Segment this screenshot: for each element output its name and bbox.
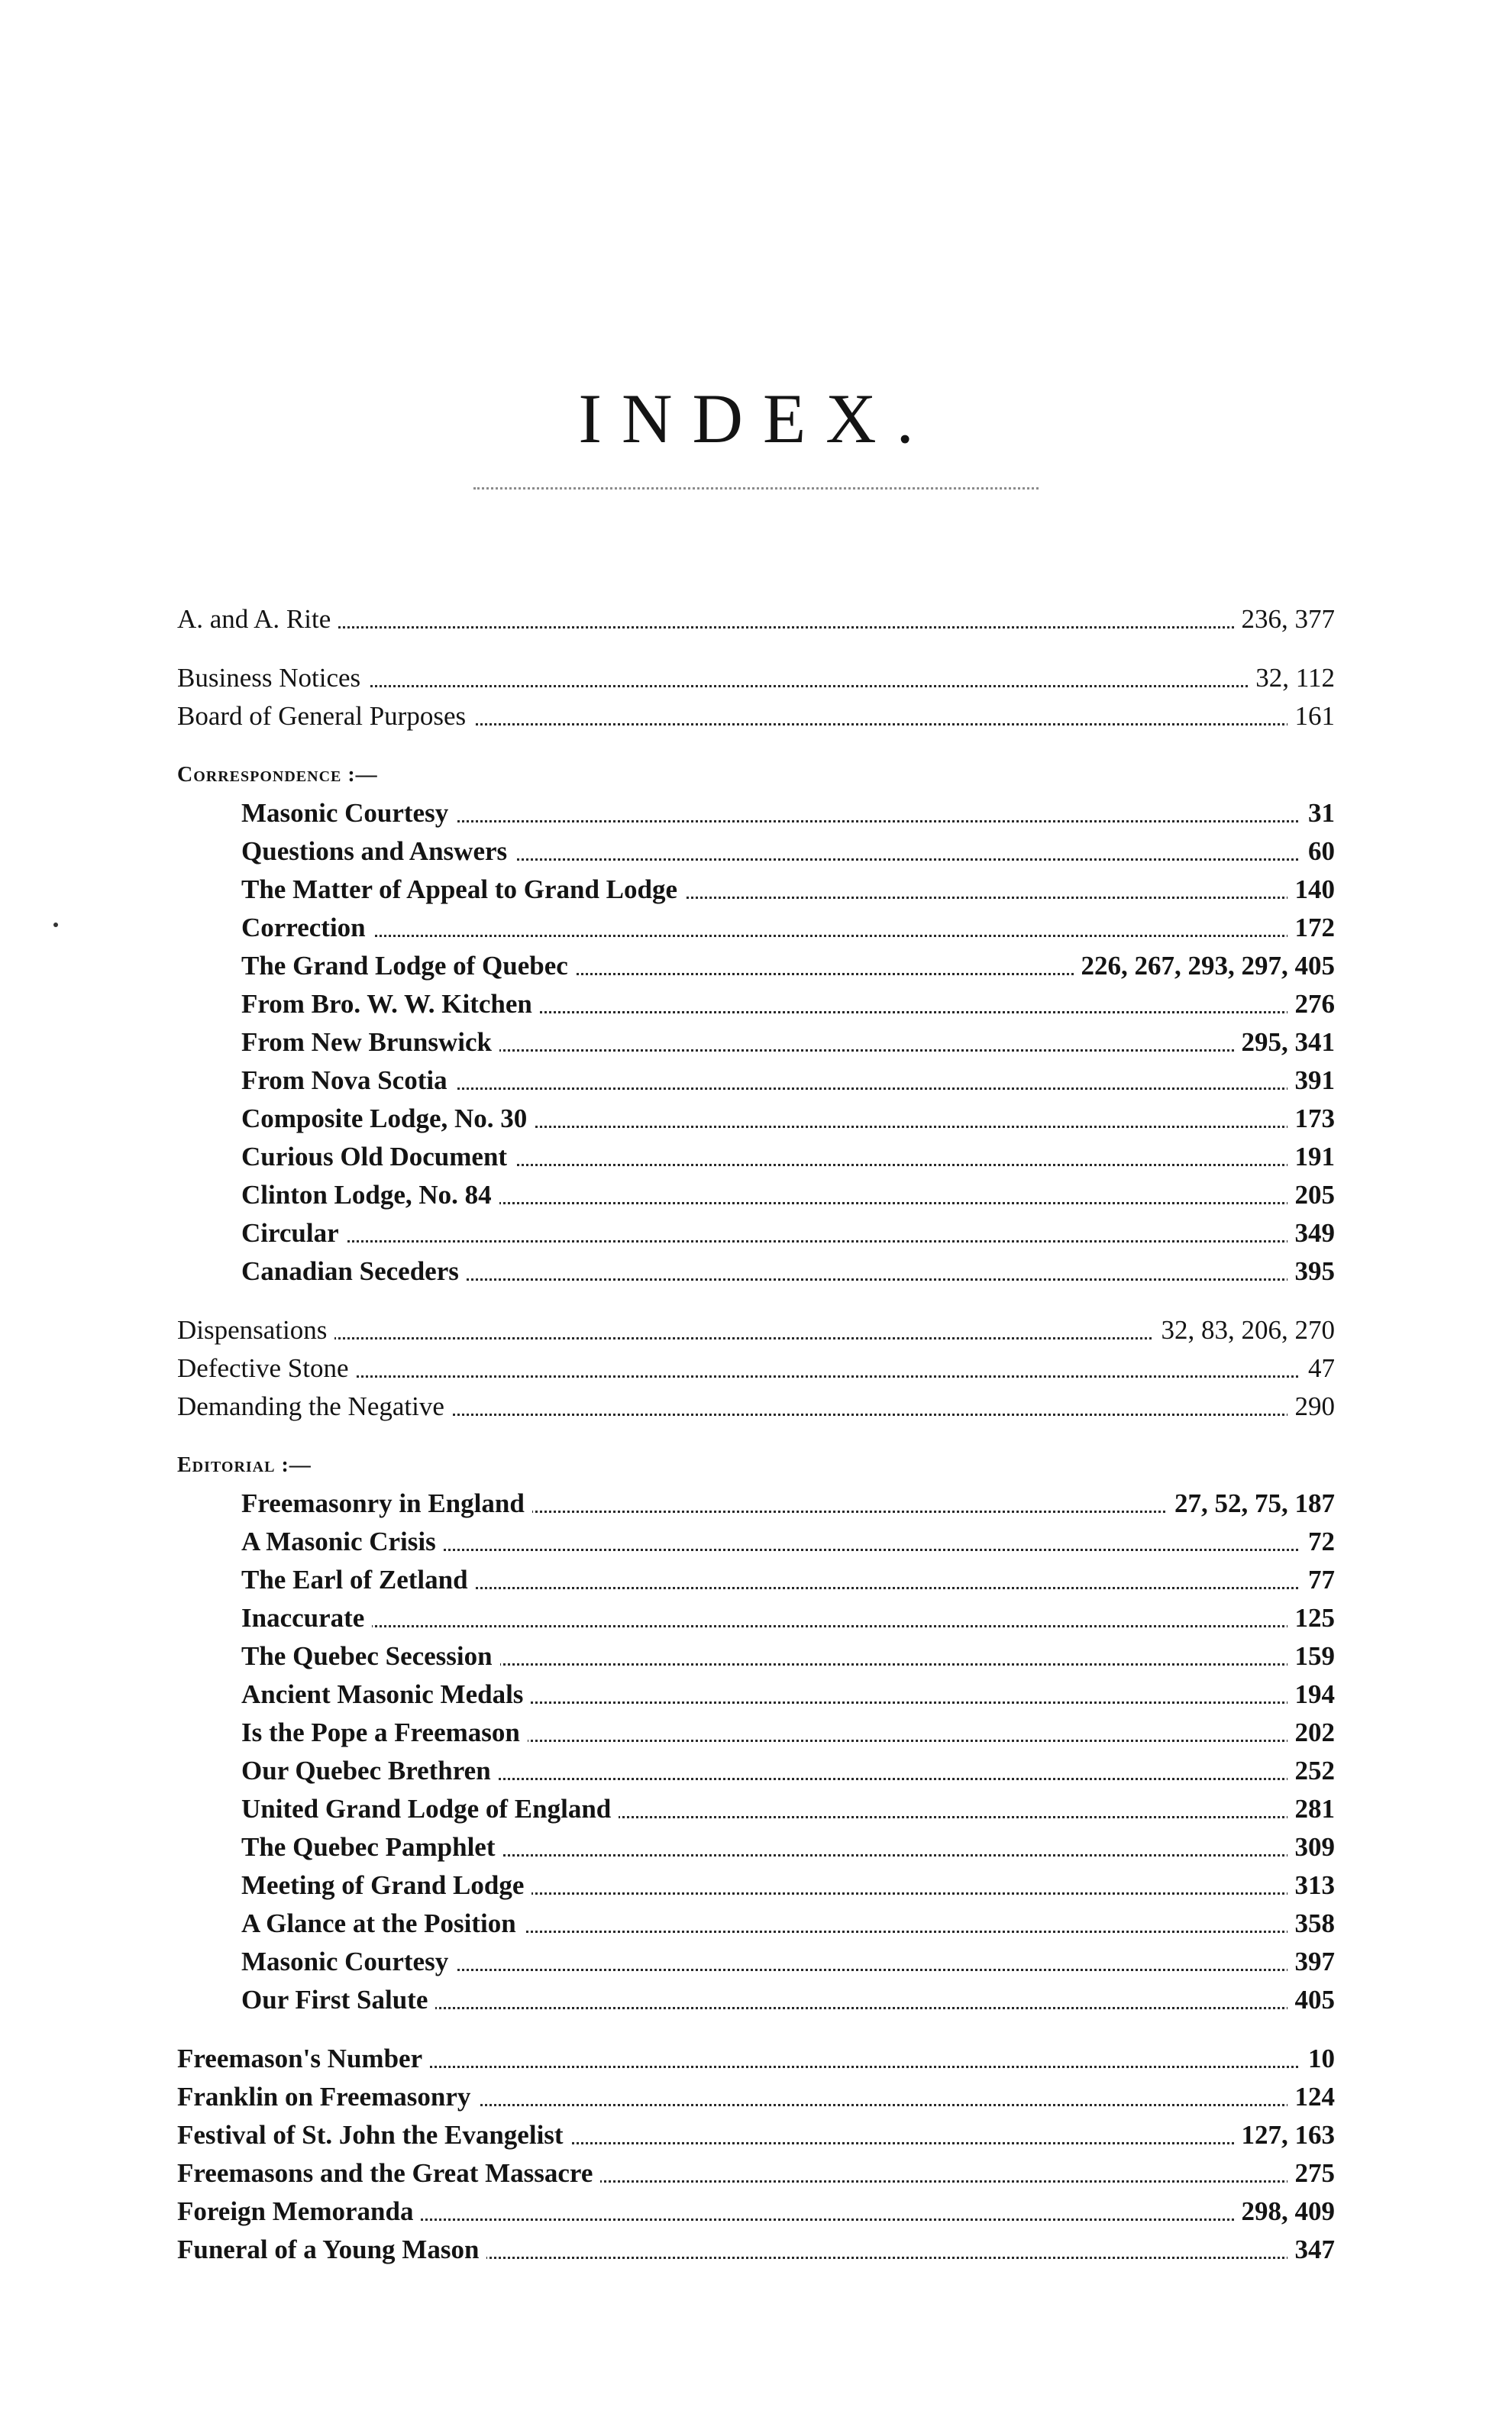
index-entry [241,1752,1335,1790]
index-entry [241,871,1335,909]
page-numbers: 159 [1287,1637,1336,1676]
index-entry [177,2231,1335,2269]
entry-title: Correction [241,909,373,947]
index-entry [241,1252,1335,1291]
entry-title: Foreign Memoranda [177,2193,421,2231]
entry-title: Composite Lodge, No. 30 [241,1100,535,1138]
entry-title: Festival of St. John the Evangelist [177,2116,571,2154]
page-numbers: 202 [1287,1714,1336,1752]
entry-title: The Quebec Pamphlet [241,1828,502,1866]
entry-title: From Bro. W. W. Kitchen [241,985,540,1023]
index-group [177,600,1335,638]
index-entry [177,2193,1335,2231]
page-numbers: 226, 267, 293, 297, 405 [1074,947,1336,985]
entry-title: Ancient Masonic Medals [241,1676,531,1714]
index-entry [177,600,1335,638]
page-numbers: 32, 112 [1248,659,1335,697]
page-numbers: 347 [1287,2231,1336,2269]
page-numbers: 397 [1287,1943,1336,1981]
title-rule [473,487,1039,490]
page-numbers: 173 [1287,1100,1336,1138]
page-numbers: 205 [1287,1176,1336,1214]
index-entry [241,1637,1335,1676]
dot-leader [241,1625,1335,1627]
page-numbers: 194 [1287,1676,1336,1714]
dot-leader [241,935,1335,937]
entry-title: From New Brunswick [241,1023,499,1062]
entry-title: The Grand Lodge of Quebec [241,947,576,985]
page-numbers: 77 [1300,1561,1335,1599]
entry-title: The Matter of Appeal to Grand Lodge [241,871,685,909]
index-entry [241,832,1335,871]
page-numbers: 27, 52, 75, 187 [1167,1485,1335,1523]
index-group [177,1446,1335,2019]
entry-title: A. and A. Rite [177,600,338,638]
index-entry [241,1866,1335,1905]
index-entry [241,947,1335,985]
index-entry [241,1981,1335,2019]
page-numbers: 32, 83, 206, 270 [1154,1311,1336,1349]
entry-title: Inaccurate [241,1599,372,1637]
index-entry [241,1485,1335,1523]
entry-title: The Quebec Secession [241,1637,500,1676]
margin-speck [53,923,58,927]
index-entry [241,985,1335,1023]
index-entry [241,1790,1335,1828]
entry-title: Masonic Courtesy [241,1943,456,1981]
entry-title: Questions and Answers [241,832,515,871]
index-entry [241,1599,1335,1637]
entry-title: Masonic Courtesy [241,794,456,832]
index-entry [177,2116,1335,2154]
index-group [177,659,1335,735]
index-entry [177,1311,1335,1349]
index-entry [177,1388,1335,1426]
page-numbers: 236, 377 [1234,600,1336,638]
page-numbers: 405 [1287,1981,1336,2019]
entry-title: Is the Pope a Freemason [241,1714,528,1752]
page-numbers: 275 [1287,2154,1336,2193]
page-numbers: 31 [1300,794,1335,832]
index-entry [177,659,1335,697]
page-numbers: 298, 409 [1234,2193,1336,2231]
page-numbers: 358 [1287,1905,1336,1943]
entry-title: Freemasonry in England [241,1485,532,1523]
page-numbers: 125 [1287,1599,1336,1637]
entry-title: United Grand Lodge of England [241,1790,619,1828]
index-entry [177,697,1335,735]
index-entry [241,1023,1335,1062]
page-numbers: 391 [1287,1062,1336,1100]
index-group [177,1311,1335,1426]
page-numbers: 127, 163 [1234,2116,1336,2154]
page-numbers: 140 [1287,871,1336,909]
entry-title: Canadian Seceders [241,1252,467,1291]
page-numbers: 276 [1287,985,1336,1023]
entry-title: Our Quebec Brethren [241,1752,499,1790]
entry-title: From Nova Scotia [241,1062,455,1100]
page-numbers: 161 [1287,697,1336,735]
index-entry [241,1714,1335,1752]
entry-title: Freemason's Number [177,2040,430,2078]
entry-title: A Glance at the Position [241,1905,524,1943]
page-numbers: 295, 341 [1234,1023,1336,1062]
page-numbers: 281 [1287,1790,1336,1828]
entry-title: Curious Old Document [241,1138,515,1176]
index-entry [241,1138,1335,1176]
page-numbers: 309 [1287,1828,1336,1866]
index-entry [241,1676,1335,1714]
page-numbers: 47 [1300,1349,1335,1388]
page-numbers: 191 [1287,1138,1336,1176]
entry-title: Circular [241,1214,347,1252]
entry-title: Demanding the Negative [177,1388,452,1426]
index-entry [241,1828,1335,1866]
page-numbers: 72 [1300,1523,1335,1561]
index-entry [241,1176,1335,1214]
entry-title: A Masonic Crisis [241,1523,444,1561]
dot-leader [177,626,1335,629]
page-numbers: 290 [1287,1388,1336,1426]
entry-title: Dispensations [177,1311,334,1349]
page-numbers: 349 [1287,1214,1336,1252]
index-entry [241,1214,1335,1252]
index-list [177,600,1335,2290]
index-entry [177,1349,1335,1388]
page-numbers: 172 [1287,909,1336,947]
entry-title: The Earl of Zetland [241,1561,476,1599]
index-entry [241,1062,1335,1100]
entry-title: Meeting of Grand Lodge [241,1866,531,1905]
page-title: INDEX. [578,379,934,457]
page-numbers: 395 [1287,1252,1336,1291]
index-entry [241,794,1335,832]
entry-title: Freemasons and the Great Massacre [177,2154,600,2193]
page-numbers: 10 [1300,2040,1335,2078]
index-group [177,756,1335,1291]
dot-leader [241,1240,1335,1243]
index-entry [177,2040,1335,2078]
page-numbers: 60 [1300,832,1335,871]
index-entry [241,1523,1335,1561]
section-heading: Editorial :— [177,1453,312,1477]
section-heading: Correspondence :— [177,763,378,787]
index-entry [241,909,1335,947]
page-numbers: 313 [1287,1866,1336,1905]
index-entry [241,1100,1335,1138]
entry-title: Defective Stone [177,1349,357,1388]
index-entry [177,2078,1335,2116]
entry-title: Franklin on Freemasonry [177,2078,478,2116]
page-numbers: 124 [1287,2078,1336,2116]
index-entry [177,2154,1335,2193]
index-entry [241,1905,1335,1943]
entry-title: Clinton Lodge, No. 84 [241,1176,499,1214]
entry-title: Our First Salute [241,1981,435,2019]
entry-title: Funeral of a Young Mason [177,2231,486,2269]
index-entry [241,1943,1335,1981]
index-group [177,2040,1335,2269]
entry-title: Business Notices [177,659,368,697]
index-entry [241,1561,1335,1599]
entry-title: Board of General Purposes [177,697,473,735]
page-numbers: 252 [1287,1752,1336,1790]
